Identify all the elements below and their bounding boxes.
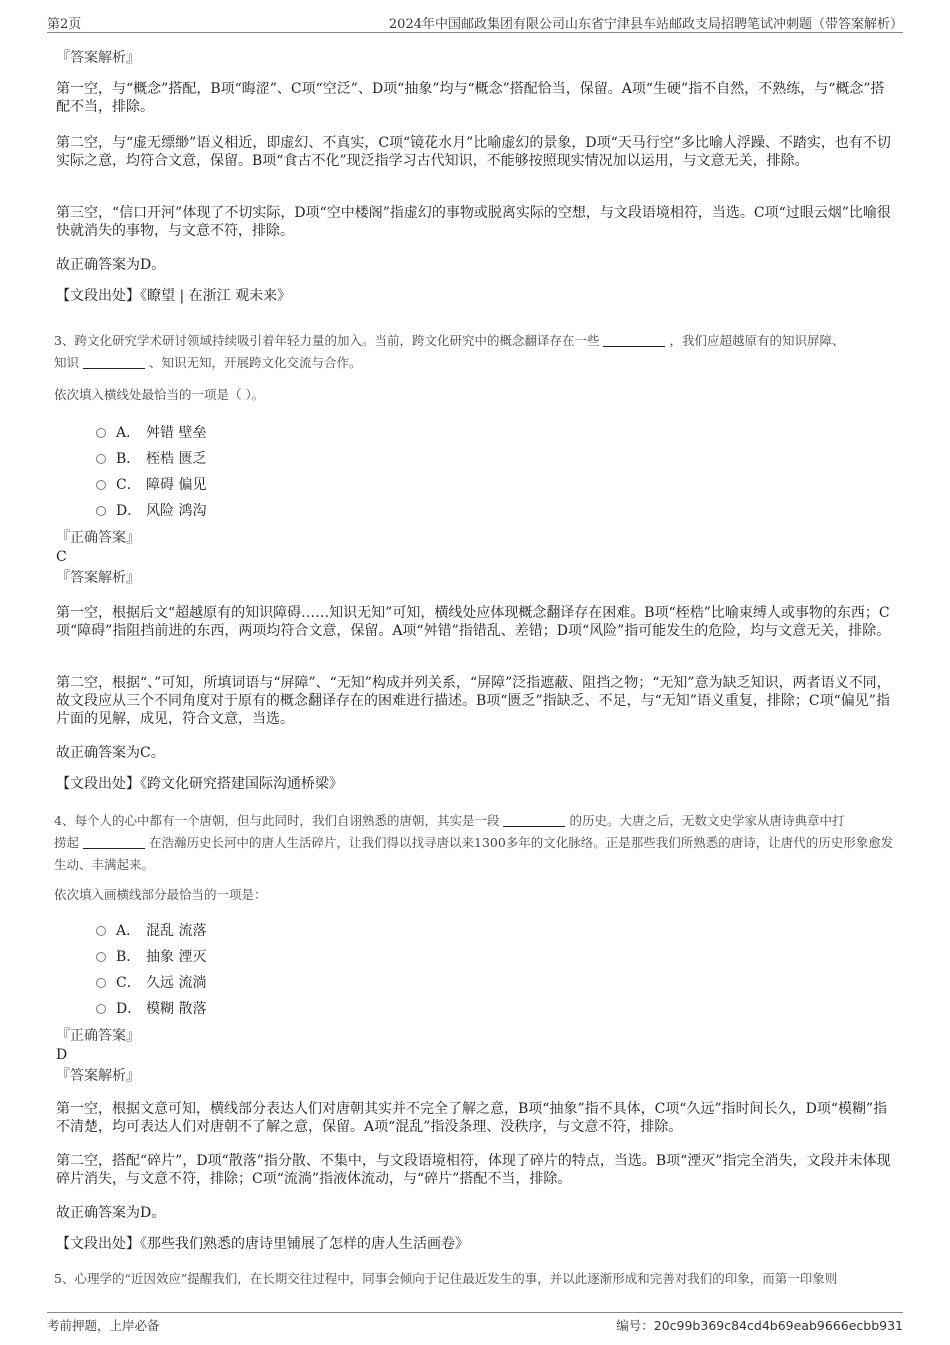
question-prompt: 依次填入横线处最恰当的一项是（ ）。: [54, 387, 265, 402]
conclusion: 故正确答案为D。: [56, 257, 166, 273]
option-a[interactable]: A． 舛错 壁垒: [96, 420, 206, 446]
analysis-label: 『答案解析』: [56, 50, 140, 66]
footer-slogan: 考前押题，上岸必备: [47, 1318, 160, 1333]
option-b[interactable]: B． 抽象 湮灭: [96, 944, 206, 970]
source-citation: 【文段出处】《跨文化研究搭建国际沟通桥梁》: [56, 776, 343, 792]
radio-button[interactable]: [96, 454, 106, 464]
radio-button[interactable]: [96, 506, 106, 516]
radio-button[interactable]: [96, 952, 106, 962]
radio-button[interactable]: [96, 926, 106, 936]
analysis-paragraph: 第一空，根据文意可知，横线部分表达人们对唐朝其实并不完全了解之意，B项“抽象”指不具体，C项“久远”指时间长久，D项“模糊”指不清楚，均可表达人们对唐朝不了解之意，保留。A项“混乱”指没条理、没秩序，与文意不符，排除。: [56, 1101, 888, 1135]
option-c[interactable]: C． 障碍 偏见: [96, 472, 206, 498]
analysis-paragraph: 第一空，与“概念”搭配，B项“晦涩”、C项“空泛”、D项“抽象”均与“概念”搭配恰当，保留。A项“生硬”指不自然，不熟练，与“概念”搭配不当，排除。: [56, 81, 885, 115]
option-list: [96, 420, 206, 524]
fill-blank: [603, 334, 665, 347]
radio-button[interactable]: [96, 480, 106, 490]
conclusion: 故正确答案为D。: [56, 1205, 166, 1221]
document-code: 编号：20c99b369c84cd4b69eab9666ecbb931: [616, 1318, 903, 1333]
analysis-paragraph: 第二空，搭配“碎片”，D项“散落”指分散、不集中，与文段语境相符，体现了碎片的特点，当选。B项“湮灭”指完全消失，文段并未体现碎片消失，与文意不符，排除；C项“流淌”指液体流动，与“碎片”搭配不当，排除。: [56, 1153, 891, 1187]
page-footer: [47, 1312, 903, 1333]
radio-button[interactable]: [96, 428, 106, 438]
option-d[interactable]: D． 风险 鸿沟: [96, 498, 206, 524]
page-header: [47, 10, 903, 33]
analysis-paragraph: 第二空，与“虚无缥缈”语义相近，即虚幻、不真实，C项“镜花水月”比喻虚幻的景象，D项“天马行空”多比喻人浮躁、不踏实，也有不切实际之意，均符合文意，保留。B项“食古不化”现泛指学习古代知识，不能够按照现实情况加以运用，与文意无关，排除。: [56, 135, 891, 169]
fill-blank: [83, 836, 145, 849]
analysis-paragraph: 第三空，“信口开河”体现了不切实际，D项“空中楼阁”指虚幻的事物或脱离实际的空想，与文段语境相符，当选。C项“过眼云烟”比喻很快就消失的事物，与文意不符，排除。: [56, 205, 891, 239]
question-prompt: 依次填入画横线部分最恰当的一项是：: [54, 887, 267, 902]
fill-blank: [503, 814, 565, 827]
page-number: 第2页: [47, 17, 82, 32]
source-citation: 【文段出处】《那些我们熟悉的唐诗里铺展了怎样的唐人生活画卷》: [56, 1236, 469, 1252]
question-stem: 3、跨文化研究学术研讨领域持续吸引着年轻力量的加入。当前，跨文化研究中的概念翻译存在一些 ，我们应超越原有的知识屏障、 知识 、知识无知，开展跨文化交流与合作。: [54, 333, 845, 370]
analysis-paragraph: 第二空，根据“、”可知，所填词语与“屏障”、“无知”构成并列关系，“屏障”泛指遮蔽、阻挡之物；“无知”意为缺乏知识，两者语义不同，故文段应从三个不同角度对于原有的概念翻译存在的困难进行描述。B项“匮乏”指缺乏、不足，与“无知”语义重复，排除；C项“偏见”指片面的见解，成见，符合文意，当选。: [56, 675, 891, 727]
question-stem: 4、每个人的心中都有一个唐朝，但与此同时，我们自诩熟悉的唐朝，其实是一段 的历史。大唐之后，无数文史学家从唐诗典章中打 捞起 在浩瀚历史长河中的唐人生活碎片，让我们得以找寻唐以来1300多年的文化脉络。正是那些我们所熟悉的唐诗，让唐代的历史形象愈发生动、丰满起来。: [54, 813, 894, 872]
document-title: 2024年中国邮政集团有限公司山东省宁津县车站邮政支局招聘笔试冲刺题（带答案解析）: [388, 17, 903, 32]
answer-label: 『正确答案』: [56, 530, 140, 546]
option-d[interactable]: D． 模糊 散落: [96, 996, 206, 1022]
radio-button[interactable]: [96, 1004, 106, 1014]
analysis-paragraph: 第一空，根据后文“超越原有的知识障碍……知识无知”可知，横线处应体现概念翻译存在困难。B项“桎梏”比喻束缚人或事物的东西；C项“障碍”指阻挡前进的东西，两项均符合文意，保留。A项“舛错”指错乱、差错；D项“风险”指可能发生的危险，均与文意无关，排除。: [56, 605, 891, 639]
source-citation: 【文段出处】《瞭望 | 在浙江 观未来》: [56, 288, 292, 304]
option-list: [96, 918, 206, 1022]
radio-button[interactable]: [96, 978, 106, 988]
correct-answer: C: [56, 549, 67, 565]
conclusion: 故正确答案为C。: [56, 745, 165, 761]
option-c[interactable]: C． 久远 流淌: [96, 970, 206, 996]
correct-answer: D: [56, 1047, 68, 1063]
analysis-label: 『答案解析』: [56, 1068, 140, 1084]
analysis-label: 『答案解析』: [56, 570, 140, 586]
option-a[interactable]: A． 混乱 流落: [96, 918, 206, 944]
answer-label: 『正确答案』: [56, 1028, 140, 1044]
fill-blank: [83, 356, 145, 369]
option-b[interactable]: B． 桎梏 匮乏: [96, 446, 206, 472]
question-stem: 5、心理学的“近因效应”提醒我们，在长期交往过程中，同事会倾向于记住最近发生的事，并以此逐渐形成和完善对我们的印象，而第一印象则: [54, 1271, 838, 1286]
